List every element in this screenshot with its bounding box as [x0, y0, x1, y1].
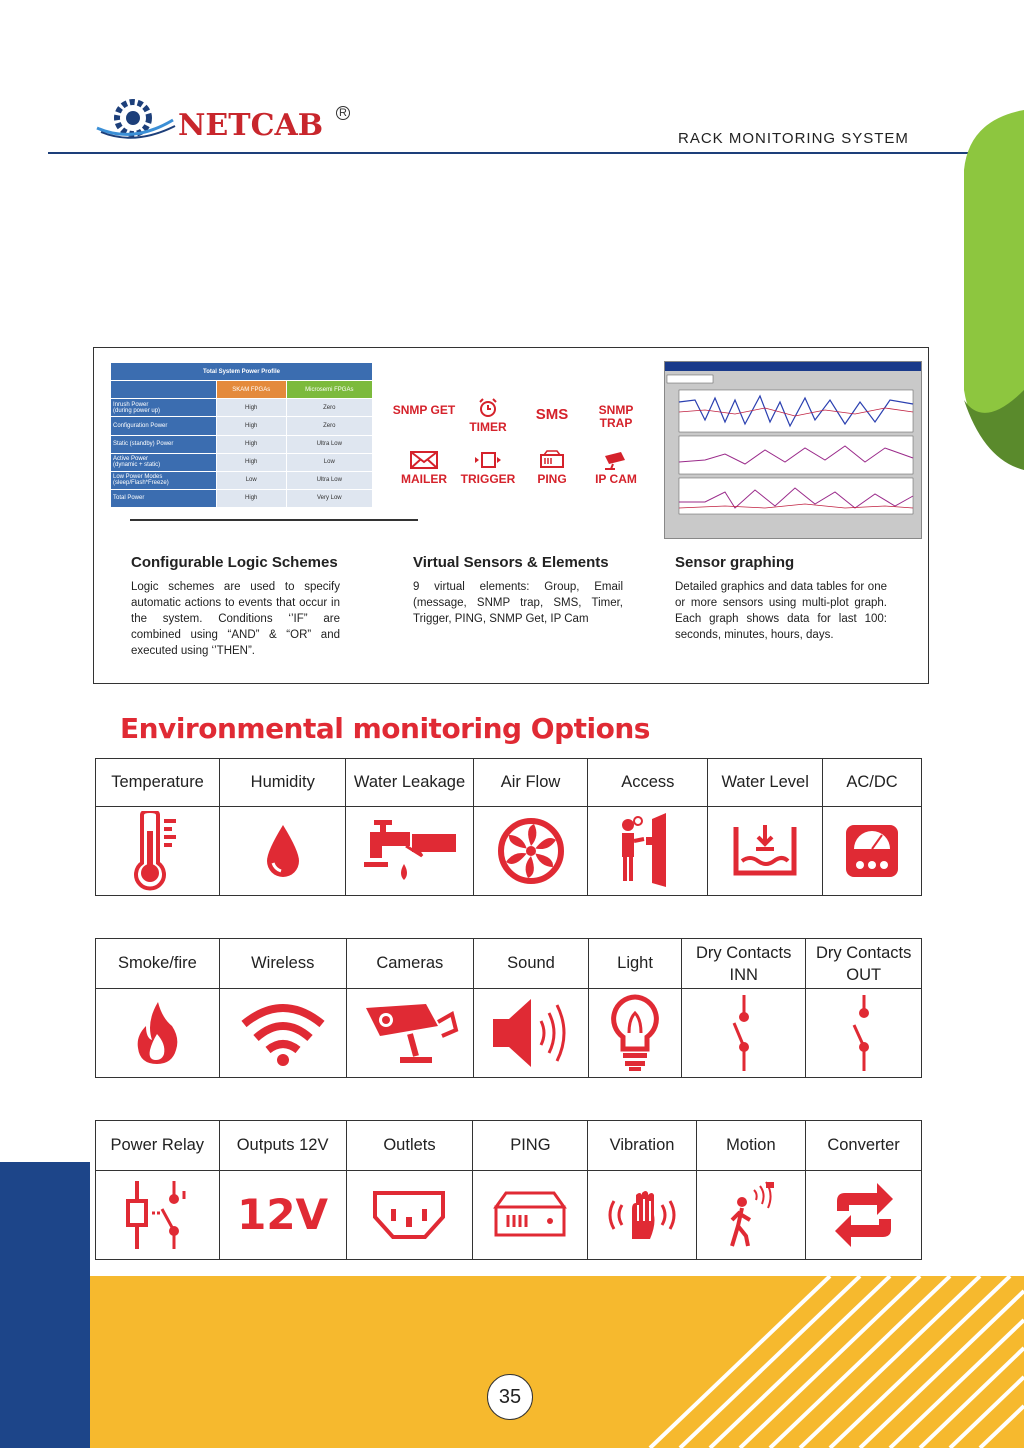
fire-icon [132, 998, 182, 1068]
dry-contact-closed-icon [849, 993, 879, 1073]
option-icon-cell [588, 807, 708, 896]
option-label: Wireless [219, 939, 346, 989]
option-label: Air Flow [473, 759, 588, 807]
access-door-icon [608, 811, 688, 891]
ping-item [520, 450, 584, 486]
option-icon-cell [219, 1171, 346, 1260]
power-row-name: Low Power Modes [113, 474, 163, 481]
security-camera-icon [360, 1000, 460, 1066]
option-icon-cell [473, 989, 588, 1078]
trigger-icon [473, 450, 503, 470]
option-label: Cameras [346, 939, 473, 989]
trigger-item [456, 450, 520, 486]
option-label: Sound [473, 939, 588, 989]
option-icon-cell [473, 1171, 588, 1260]
sensor-graph-screenshot [664, 361, 922, 539]
power-profile-table [110, 362, 373, 508]
feature-title-graphing: Sensor graphing [675, 554, 795, 571]
option-label: Temperature [96, 759, 220, 807]
power-table-col1: SKAM FPGAs [216, 381, 286, 399]
feature-text-virtual: 9 virtual elements: Group, Email (message, SNMP trap, SMS, Timer, Trigger, PING, SNMP Get, IP Cam [413, 581, 623, 625]
option-label: Power Relay [96, 1121, 220, 1171]
page-number: 35 [487, 1374, 533, 1420]
green-tab-decoration [964, 110, 1024, 470]
feature-title-virtual: Virtual Sensors & Elements [413, 554, 609, 571]
envelope-icon [409, 450, 439, 470]
fan-icon [496, 816, 566, 886]
power-row-a: High [216, 453, 286, 471]
option-icon-cell [682, 989, 806, 1078]
option-icon-cell [96, 807, 220, 896]
env-heading: Environmental monitoring Options [120, 712, 650, 745]
power-relay-icon [122, 1177, 192, 1253]
power-row-sub: (sleep/Flash*Freeze) [113, 480, 169, 487]
vibration-hand-icon [602, 1185, 682, 1245]
network-device-icon [490, 1185, 570, 1245]
header-title: RACK MONITORING SYSTEM [678, 130, 909, 147]
power-row-label [111, 453, 217, 471]
power-outlet-icon [369, 1187, 449, 1243]
registered-mark: R [336, 106, 350, 120]
power-row-label [111, 471, 217, 489]
power-row-a: Low [216, 471, 286, 489]
water-level-icon [730, 821, 800, 881]
converter-arrows-icon [829, 1177, 899, 1253]
option-label: Light [589, 939, 682, 989]
thermometer-icon [128, 811, 188, 891]
option-icon-cell [220, 807, 346, 896]
dry-contact-open-icon [729, 993, 759, 1073]
power-row-b: Ultra Low [286, 435, 372, 453]
option-label: Motion [696, 1121, 805, 1171]
router-icon [537, 450, 567, 470]
motion-sensor-icon [726, 1180, 776, 1250]
power-row-b: Zero [286, 399, 372, 417]
water-drop-icon [263, 821, 303, 881]
option-label: AC/DC [823, 759, 922, 807]
options-table-3 [95, 1120, 922, 1260]
option-label: Humidity [220, 759, 346, 807]
mailer-label: MAILER [401, 472, 447, 486]
timer-label: TIMER [469, 420, 507, 434]
option-label: Water Level [708, 759, 823, 807]
feature-text-logic: Logic schemes are used to specify automatic actions to events that occur in the system. Conditions ‘’IF” are combined using “AND” & “OR” and executed using ‘’THEN”. [131, 581, 340, 657]
sensor-graph-image [665, 362, 921, 538]
voltmeter-icon [842, 821, 902, 881]
power-row-label: Configuration Power [111, 417, 217, 435]
footer-yellow-band [90, 1276, 1024, 1448]
power-row-label: Static (standby) Power [111, 435, 217, 453]
option-icon-cell [346, 1171, 473, 1260]
option-icon-cell [806, 989, 922, 1078]
camera-icon [601, 450, 631, 470]
power-row-sub: (dynamic + static) [113, 462, 161, 469]
option-icon-cell [708, 807, 823, 896]
snmp-trap-label: SNMP TRAP [598, 403, 634, 430]
option-icon-cell [696, 1171, 805, 1260]
power-row-label: Total Power [111, 489, 217, 507]
speaker-icon [489, 995, 573, 1071]
power-row-a: High [216, 489, 286, 507]
feature-title-logic: Configurable Logic Schemes [131, 554, 338, 571]
power-table-col2: Microsemi FPGAs [286, 381, 372, 399]
power-row-a: High [216, 417, 286, 435]
option-icon-cell [473, 807, 588, 896]
virtual-sensors-grid [392, 398, 648, 498]
footer-stripes [90, 1276, 1024, 1448]
option-icon-cell [96, 989, 220, 1078]
snmp-get-label: SNMP GET [392, 403, 456, 417]
option-icon-cell [96, 1171, 220, 1260]
power-row-b: Zero [286, 417, 372, 435]
wifi-icon [238, 1000, 328, 1066]
mailer-item [392, 450, 456, 486]
light-bulb-icon [607, 993, 663, 1073]
ip-cam-label: IP CAM [595, 472, 637, 486]
ip-cam-item [584, 450, 648, 486]
option-label: Dry Contacts INN [682, 939, 806, 989]
power-row-label [111, 399, 217, 417]
option-icon-cell [588, 1171, 696, 1260]
option-label: Access [588, 759, 708, 807]
option-label: Dry Contacts OUT [806, 939, 922, 989]
alarm-clock-icon [477, 398, 499, 418]
power-row-b: Very Low [286, 489, 372, 507]
sms-label: SMS [535, 406, 569, 423]
power-row-name: Active Power [113, 456, 149, 463]
power-row-sub: (during power up) [113, 407, 161, 414]
power-row-b: Low [286, 453, 372, 471]
option-icon-cell [823, 807, 922, 896]
power-row-a: High [216, 435, 286, 453]
option-icon-cell [589, 989, 682, 1078]
option-label: Smoke/fire [96, 939, 220, 989]
option-label: Outlets [346, 1121, 473, 1171]
option-icon-cell [346, 989, 473, 1078]
options-table-1 [95, 758, 922, 896]
brand-name: NETCAB [178, 108, 324, 143]
power-row-b: Ultra Low [286, 471, 372, 489]
outputs-12v-text: 12V [237, 1190, 329, 1239]
trigger-label: TRIGGER [460, 472, 516, 486]
option-label: Outputs 12V [219, 1121, 346, 1171]
option-label: Vibration [588, 1121, 696, 1171]
section-rule [130, 519, 418, 521]
power-table-corner [111, 381, 217, 399]
power-row-name: Inrush Power [113, 401, 149, 408]
option-icon-cell [806, 1171, 922, 1260]
options-table-2 [95, 938, 922, 1078]
ping-label: PING [537, 472, 567, 486]
option-label: Water Leakage [346, 759, 473, 807]
feature-text-graphing: Detailed graphics and data tables for one or more sensors using multi-plot graph. Each graph shows data for last 100: seconds, minutes, hours, days. [675, 581, 887, 641]
option-icon-cell [219, 989, 346, 1078]
power-row-a: High [216, 399, 286, 417]
water-leak-icon [360, 816, 460, 886]
header-rule [48, 152, 968, 154]
timer-item [456, 398, 520, 434]
power-table-title: Total System Power Profile [111, 363, 373, 381]
option-label: Converter [806, 1121, 922, 1171]
option-label: PING [473, 1121, 588, 1171]
option-icon-cell [346, 807, 473, 896]
footer-blue-band [0, 1162, 90, 1448]
